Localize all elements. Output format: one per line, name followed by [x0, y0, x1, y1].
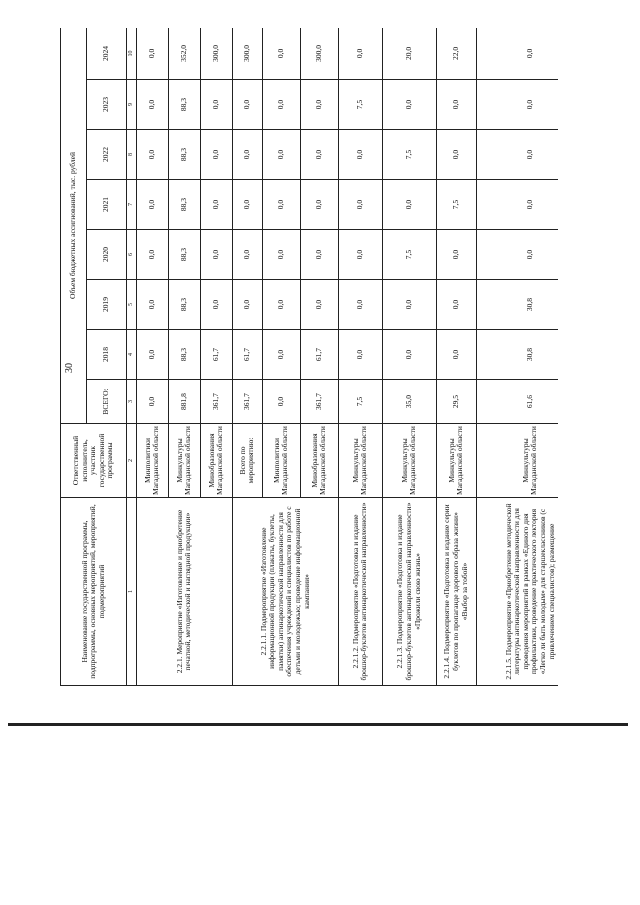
header-executor: Ответственный исполнитель, участник государственной программы	[61, 424, 127, 498]
value-cell: 0,0	[136, 80, 168, 130]
header-year: 2022	[87, 130, 127, 180]
value-cell: 7,5	[382, 130, 436, 180]
value-cell: 361,7	[232, 380, 262, 424]
value-cell: 361,7	[300, 380, 338, 424]
value-cell: 88,3	[168, 180, 200, 230]
value-cell: 0,0	[232, 230, 262, 280]
value-cell: 300,0	[200, 28, 232, 80]
value-cell: 0,0	[232, 180, 262, 230]
table-row	[476, 28, 558, 686]
value-cell: 0,0	[436, 130, 476, 180]
value-cell: 61,7	[232, 330, 262, 380]
column-number: 10	[127, 28, 137, 80]
value-cell: 0,0	[232, 80, 262, 130]
value-cell: 0,0	[262, 80, 300, 130]
value-cell: 30,8	[476, 280, 558, 330]
header-total: ВСЕГО:	[87, 380, 127, 424]
value-cell: 0,0	[338, 130, 382, 180]
value-cell: 0,0	[338, 330, 382, 380]
value-cell: 0,0	[262, 280, 300, 330]
measure-name: 2.2.1.2. Подмероприятие «Подготовка и издание брошюр-буклетов антинаркотической направленности»	[338, 498, 382, 686]
measure-name: 2.2.1. Мероприятие «Изготовление и приобретение печатной, методической и наглядной продукции»	[136, 498, 232, 686]
value-cell: 0,0	[476, 28, 558, 80]
value-cell: 0,0	[300, 180, 338, 230]
measure-name: 2.2.1.4. Подмероприятие «Подготовка и издание серии буклетов по пропаганде здорового образа жизни» «Выбор за тобой»	[436, 498, 476, 686]
value-cell: 22,0	[436, 28, 476, 80]
value-cell: 61,6	[476, 380, 558, 424]
value-cell: 0,0	[136, 130, 168, 180]
value-cell: 88,3	[168, 130, 200, 180]
value-cell: 0,0	[136, 330, 168, 380]
value-cell: 7,5	[338, 80, 382, 130]
value-cell: 0,0	[262, 28, 300, 80]
value-cell: 0,0	[136, 280, 168, 330]
executor: Минполитики Магаданской области	[136, 424, 168, 498]
value-cell: 0,0	[262, 180, 300, 230]
value-cell: 88,3	[168, 280, 200, 330]
value-cell: 0,0	[382, 330, 436, 380]
measure-name: 2.2.1.3. Подмероприятие «Подготовка и издание брошюр-буклетов антинаркотической направленности» «Прожили свою жизнь»	[382, 498, 436, 686]
value-cell: 0,0	[200, 230, 232, 280]
value-cell: 0,0	[300, 130, 338, 180]
value-cell: 300,0	[232, 28, 262, 80]
header-year: 2024	[87, 28, 127, 80]
page-number: 30	[64, 363, 75, 373]
value-cell: 0,0	[436, 230, 476, 280]
executor: Всего по мероприятию:	[232, 424, 262, 498]
value-cell: 7,5	[436, 180, 476, 230]
rotated-table-area	[60, 28, 558, 686]
value-cell: 0,0	[136, 380, 168, 424]
value-cell: 0,0	[338, 280, 382, 330]
value-cell: 0,0	[232, 130, 262, 180]
value-cell: 0,0	[136, 28, 168, 80]
value-cell: 0,0	[200, 180, 232, 230]
value-cell: 0,0	[382, 180, 436, 230]
scan-edge-line	[8, 723, 628, 726]
executor: Минобразования Магаданской области	[300, 424, 338, 498]
value-cell: 0,0	[476, 80, 558, 130]
value-cell: 0,0	[436, 330, 476, 380]
column-number: 9	[127, 80, 137, 130]
value-cell: 0,0	[262, 330, 300, 380]
rotated-content	[60, 28, 558, 686]
value-cell: 0,0	[338, 230, 382, 280]
value-cell: 0,0	[232, 280, 262, 330]
executor: Минполитики Магаданской области	[262, 424, 300, 498]
header-year: 2018	[87, 330, 127, 380]
value-cell: 0,0	[338, 28, 382, 80]
value-cell: 7,5	[338, 380, 382, 424]
column-number: 6	[127, 230, 137, 280]
value-cell: 0,0	[200, 80, 232, 130]
value-cell: 0,0	[476, 130, 558, 180]
value-cell: 35,0	[382, 380, 436, 424]
column-number: 2	[127, 424, 137, 498]
value-cell: 0,0	[300, 280, 338, 330]
value-cell: 352,0	[168, 28, 200, 80]
table-row	[436, 28, 476, 686]
value-cell: 0,0	[136, 230, 168, 280]
value-cell: 0,0	[436, 80, 476, 130]
value-cell: 20,0	[382, 28, 436, 80]
value-cell: 300,0	[300, 28, 338, 80]
value-cell: 61,7	[300, 330, 338, 380]
value-cell: 0,0	[436, 280, 476, 330]
value-cell: 0,0	[262, 380, 300, 424]
column-number: 5	[127, 280, 137, 330]
header-year: 2019	[87, 280, 127, 330]
column-number: 1	[127, 498, 137, 686]
value-cell: 0,0	[136, 180, 168, 230]
executor: Минкультуры Магаданской области	[338, 424, 382, 498]
value-cell: 0,0	[300, 80, 338, 130]
value-cell: 0,0	[476, 230, 558, 280]
value-cell: 88,3	[168, 80, 200, 130]
column-number: 4	[127, 330, 137, 380]
table-row	[136, 28, 168, 686]
value-cell: 88,3	[168, 330, 200, 380]
executor: Минкультуры Магаданской области	[382, 424, 436, 498]
value-cell: 0,0	[382, 280, 436, 330]
header-year: 2021	[87, 180, 127, 230]
executor: Минкультуры Магаданской области	[168, 424, 200, 498]
value-cell: 361,7	[200, 380, 232, 424]
value-cell: 88,3	[168, 230, 200, 280]
value-cell: 29,5	[436, 380, 476, 424]
value-cell: 0,0	[476, 180, 558, 230]
table-row	[382, 28, 436, 686]
value-cell: 7,5	[382, 230, 436, 280]
executor: Минкультуры Магаданской области	[476, 424, 558, 498]
measure-name: 2.2.1.1. Подмероприятие «Изготовление информационной продукции (плакаты, буклеты, памятки) антинаркотической направленности для обеспечения учреждений и специалистов по работе с детьми и молодежью; проведение информационной кампании»	[232, 498, 338, 686]
value-cell: 881,8	[168, 380, 200, 424]
value-cell: 0,0	[262, 130, 300, 180]
value-cell: 0,0	[382, 80, 436, 130]
value-cell: 0,0	[300, 230, 338, 280]
executor: Минкультуры Магаданской области	[436, 424, 476, 498]
value-cell: 0,0	[262, 230, 300, 280]
column-number: 3	[127, 380, 137, 424]
table-row	[232, 28, 262, 686]
value-cell: 0,0	[200, 280, 232, 330]
budget-table	[60, 28, 558, 686]
executor: Минобразования Магаданской области	[200, 424, 232, 498]
column-number: 7	[127, 180, 137, 230]
header-year: 2023	[87, 80, 127, 130]
column-number: 8	[127, 130, 137, 180]
header-year: 2020	[87, 230, 127, 280]
value-cell: 61,7	[200, 330, 232, 380]
value-cell: 0,0	[338, 180, 382, 230]
value-cell: 0,0	[200, 130, 232, 180]
header-budget: Объем бюджетных ассигнований, тыс. рублей	[61, 28, 87, 424]
value-cell: 30,8	[476, 330, 558, 380]
measure-name: 2.2.1.5. Подмероприятие «Приобретение методической литературы антинаркотической направленности для проведения мероприятий в рамках «Единого дня профилактики, проведение практического лектория «Легко ли быть молодым» для старшеклассников (с привлечением специалистов); размещение	[476, 498, 558, 686]
header-name: Наименование государственной программы, подпрограммы, основных мероприятий, мероприятий, подмероприятий	[61, 498, 127, 686]
table-row	[338, 28, 382, 686]
